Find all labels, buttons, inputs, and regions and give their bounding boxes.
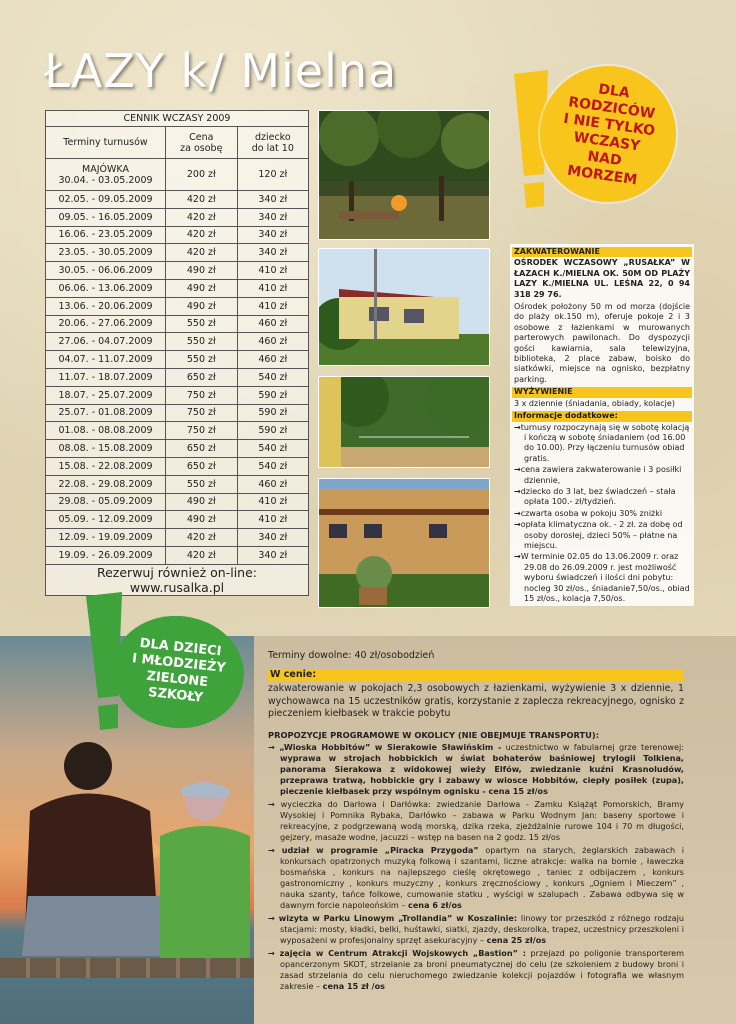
online-booking-link[interactable]: Rezerwuj również on-line: www.rusalka.pl	[46, 564, 309, 595]
table-row	[46, 333, 309, 351]
cell-price: 550 zł	[166, 315, 238, 333]
majowka-child: 120 zł	[237, 159, 308, 191]
cell-term: 12.09. - 19.09.2009	[46, 529, 166, 547]
list-item: → opłata klimatyczna ok. - 2 zł. za dobę od osoby dorosłej, dzieci 50% – płatne na miejscu.	[514, 520, 690, 551]
meals-heading: WYŻYWIENIE	[512, 387, 692, 397]
cell-term: 02.05. - 09.05.2009	[46, 191, 166, 209]
list-item: → dziecko do 3 lat, bez świadczeń – stała opłata 100.- zł/tydzień.	[514, 487, 690, 508]
program-item-bold: udział w programie „Piracka Przygoda”	[281, 845, 479, 855]
cell-term: 29.08. - 05.09.2009	[46, 493, 166, 511]
cell-price: 650 zł	[166, 368, 238, 386]
program-item	[268, 948, 684, 992]
cell-term: 15.08. - 22.08.2009	[46, 457, 166, 475]
cell-child: 410 zł	[237, 262, 308, 280]
badge-parents-text: DLA RODZICÓW I NIE TYLKO WCZASY NAD MORZEM	[562, 81, 657, 189]
cell-price: 750 zł	[166, 422, 238, 440]
cell-child: 540 zł	[237, 457, 308, 475]
cell-child: 340 zł	[237, 208, 308, 226]
cell-price: 490 zł	[166, 279, 238, 297]
table-row	[46, 191, 309, 209]
cell-child: 340 zł	[237, 546, 308, 564]
program-heading: PROPOZYCJE PROGRAMOWE W OKOLICY (NIE OBEJMUJE TRANSPORTU):	[268, 729, 600, 740]
cell-term: 22.08. - 29.08.2009	[46, 475, 166, 493]
cell-child: 460 zł	[237, 475, 308, 493]
cell-price: 550 zł	[166, 351, 238, 369]
photo-pavilion	[318, 248, 490, 366]
school-trips-section	[268, 650, 684, 994]
cell-term: 20.06. - 27.06.2009	[46, 315, 166, 333]
cell-price: 420 zł	[166, 226, 238, 244]
program-item-bold: cena 6 zł/os	[408, 900, 462, 910]
table-row	[46, 297, 309, 315]
cell-child: 410 zł	[237, 297, 308, 315]
cell-term: 23.05. - 30.05.2009	[46, 244, 166, 262]
cell-child: 410 zł	[237, 511, 308, 529]
table-row	[46, 315, 309, 333]
cell-child: 460 zł	[237, 333, 308, 351]
table-row	[46, 493, 309, 511]
majowka-cell	[46, 159, 166, 191]
cell-price: 420 zł	[166, 208, 238, 226]
badge-kids-text: DLA DZIECI I MŁODZIEŻY ZIELONE SZKOŁY	[131, 635, 227, 706]
cell-term: 09.05. - 16.05.2009	[46, 208, 166, 226]
page-title: ŁAZY k/ Mielna	[44, 44, 398, 98]
list-item: → turnusy rozpoczynają się w sobotę kolacją i kończą w sobotę śniadaniem (od 16.00 do 10.00). Przy łączeniu turnusów obiad gratis.	[514, 423, 690, 465]
additional-info-heading: Informacje dodatkowe:	[512, 411, 692, 421]
cell-child: 340 zł	[237, 529, 308, 547]
cell-term: 30.05. - 06.06.2009	[46, 262, 166, 280]
cell-term: 06.06. - 13.06.2009	[46, 279, 166, 297]
program-item	[268, 799, 684, 843]
included-text: zakwaterowanie w pokojach 2,3 osobowych z łazienkami, wyżywienie 3 x dziennie, 1 wychowawca na 15 uczestników gratis, korzystanie z zaplecza rekreacyjnego, ognisko z pieczeniem kiełbasek w trakcie pobytu	[268, 683, 684, 719]
cell-price: 420 zł	[166, 546, 238, 564]
program-item-text: wycieczka do Darłowa i Darłówka: zwiedzanie Darłowa - Zamku Książąt Pomorskich, Bramy Wysokiej i Pomnika Rybaka, Darłówko – zabawa w Parku Wodnym Jan: baseny sportowe i rekreacyjne, z podgrzewaną wodą morską, dzika rzeka, zjeżdżalnie rurowe 104 i 70 m długości, gejzery, masaże wodne, jacuzzi – wstęp na basen na 2 godz. 15 zł/os	[280, 799, 684, 842]
cell-price: 490 zł	[166, 297, 238, 315]
table-row	[46, 422, 309, 440]
cell-child: 460 zł	[237, 315, 308, 333]
info-box	[510, 244, 694, 606]
list-item: → czwarta osoba w pokoju 30% zniżki	[514, 509, 690, 519]
program-item-bold: cena 15 zł /os	[322, 981, 385, 991]
cell-price: 490 zł	[166, 262, 238, 280]
cell-child: 540 zł	[237, 368, 308, 386]
list-item: → cena zawiera zakwaterowanie i 3 posiłki dziennie,	[514, 465, 690, 486]
table-caption: CENNIK WCZASY 2009	[46, 111, 309, 127]
col-header-child: dziecko do lat 10	[237, 127, 308, 159]
cell-price: 750 zł	[166, 386, 238, 404]
cell-price: 550 zł	[166, 475, 238, 493]
cell-price: 420 zł	[166, 244, 238, 262]
cell-price: 420 zł	[166, 191, 238, 209]
cell-term: 11.07. - 18.07.2009	[46, 368, 166, 386]
cell-term: 25.07. - 01.08.2009	[46, 404, 166, 422]
accommodation-heading: ZAKWATEROWANIE	[512, 247, 692, 257]
cell-price: 550 zł	[166, 333, 238, 351]
cell-price: 490 zł	[166, 511, 238, 529]
cell-child: 590 zł	[237, 386, 308, 404]
cell-term: 18.07. - 25.07.2009	[46, 386, 166, 404]
table-row	[46, 262, 309, 280]
cell-child: 410 zł	[237, 493, 308, 511]
table-row	[46, 546, 309, 564]
table-row	[46, 475, 309, 493]
program-item-bold: wyprawa w strojach hobbickich w świat bohaterów baśniowej trylogii Tolkiena, panorama Sierakowa z widokowej wieży Elfów, zwiedzanie kuźni Krasnoludów, przeprawa tratwą, hobbickie gry i zabawy w wiosce Hobbitów, ciepły posiłek (zupa), pieczenie kiełbasek przy wspólnym ognisku - cena 15 zł/os	[280, 753, 684, 796]
program-item-bold: „Wioska Hobbitów” w Sierakowie Sławińskim -	[279, 742, 502, 752]
program-item-text: opartym na starych, żeglarskich zabawach i konkursach opatrzonych muzyką folkową i szantami, liczne atrakcje: walka na bomie , ławeczka bosmańska , konkurs na najlepszego cieślę okrętowego , taniec z odbijaczem , konkurs gastronomiczny , konkurs muzyczny , konkurs zręcznościowy , konkurs „Ogniem i Mieczem” , nauka szanty, tańce folkowe, cumowanie statku , wyścigi w szalupach . Zabawa odbywa się w dawnym forcie napoleońskim –	[280, 845, 685, 910]
table-row	[46, 457, 309, 475]
cell-child: 590 zł	[237, 404, 308, 422]
table-row	[46, 404, 309, 422]
program-item	[268, 742, 684, 797]
photo-volleyball	[318, 376, 490, 468]
cell-child: 540 zł	[237, 440, 308, 458]
cell-price: 420 zł	[166, 529, 238, 547]
program-item-bold: wizyta w Parku Linowym „Trollandia” w Koszalinie:	[278, 913, 518, 923]
photo-campfire	[318, 110, 490, 240]
price-table	[45, 110, 309, 596]
program-item-text: linowy tor przeszkód z różnego rodzaju stacjami: mosty, kładki, belki, huśtawki, siatki, zjazdy, deskorolka, trapez, uczestnicy przeszkoleni i wyposażeni w profesjonalny sprzęt asekuracyjny –	[280, 913, 684, 945]
program-item-bold: cena 25 zł/os	[486, 935, 547, 945]
cell-child: 590 zł	[237, 422, 308, 440]
majowka-label: MAJÓWKA	[82, 163, 129, 175]
cell-term: 27.06. - 04.07.2009	[46, 333, 166, 351]
program-list	[268, 742, 684, 992]
table-row	[46, 386, 309, 404]
table-row	[46, 511, 309, 529]
cell-term: 05.09. - 12.09.2009	[46, 511, 166, 529]
accommodation-address: OŚRODEK WCZASOWY „RUSAŁKA” W ŁAZACH K./MIELNA OK. 50M OD PLAŻY LAZY K./MIELNA UL. LEŚNA 22, 0 94 318 29 76.	[514, 258, 690, 299]
cell-price: 750 zł	[166, 404, 238, 422]
list-item: → W terminie 02.05 do 13.06.2009 r. oraz 29.08 do 26.09.2009 r. jest możliwość wyboru świadczeń i ilości dni pobytu: nocleg 30 zł/os., śniadanie7,50/os., obiad 15 zł/os., kolacja 7,50/os.	[514, 552, 690, 604]
additional-info-list	[514, 423, 690, 605]
cell-child: 340 zł	[237, 226, 308, 244]
flexible-dates-text: Terminy dowolne: 40 zł/osobodzień	[268, 650, 435, 661]
table-row	[46, 208, 309, 226]
cell-term: 19.09. - 26.09.2009	[46, 546, 166, 564]
program-item-bold: zajęcia w Centrum Atrakcji Wojskowych „Bastion” :	[279, 948, 526, 958]
table-row	[46, 244, 309, 262]
program-item-text: uczestnictwo w fabularnej grze terenowej:	[501, 742, 684, 752]
cell-child: 460 zł	[237, 351, 308, 369]
photo-building	[318, 478, 490, 608]
col-header-terms: Terminy turnusów	[46, 127, 166, 159]
cell-child: 340 zł	[237, 191, 308, 209]
program-item	[268, 913, 684, 946]
accommodation-text: Ośrodek położony 50 m od morza (dojście do plaży ok.150 m), oferuje pokoje 2 i 3 osobowe z łazienkami w murowanych parterowych pawilonach. Do dyspozycji gości kawiarnia, sala telewizyjna, biblioteka, 2 place zabaw, boisko do siatkówki, miejsce na ognisko, bezpłatny parking.	[514, 302, 690, 384]
majowka-dates: 30.04. - 03.05.2009	[58, 174, 153, 186]
table-row	[46, 351, 309, 369]
col-header-price: Cena za osobę	[166, 127, 238, 159]
table-row	[46, 279, 309, 297]
majowka-price: 200 zł	[166, 159, 238, 191]
included-heading: W cenie:	[268, 669, 684, 682]
cell-child: 410 zł	[237, 279, 308, 297]
table-row	[46, 368, 309, 386]
cell-term: 16.06. - 23.05.2009	[46, 226, 166, 244]
cell-term: 04.07. - 11.07.2009	[46, 351, 166, 369]
cell-term: 08.08. - 15.08.2009	[46, 440, 166, 458]
cell-price: 650 zł	[166, 440, 238, 458]
program-item-text: przejazd po poligonie transporterem opancerzonym SKOT, strzelanie za broni pneumatycznej do celu (ze szkoleniem z budowy broni i zasad strzelania do celu nieruchomego zwiedzanie kolekcji pojazdów i fotografia we własnym zakresie –	[280, 948, 684, 991]
cell-child: 340 zł	[237, 244, 308, 262]
wooden-deck	[0, 958, 254, 978]
cell-price: 650 zł	[166, 457, 238, 475]
program-item	[268, 845, 684, 911]
cell-price: 490 zł	[166, 493, 238, 511]
cell-term: 13.06. - 20.06.2009	[46, 297, 166, 315]
meals-text: 3 x dziennie (śniadania, obiady, kolacje)	[514, 398, 675, 408]
table-row	[46, 226, 309, 244]
table-row	[46, 529, 309, 547]
table-row	[46, 440, 309, 458]
cell-term: 01.08. - 08.08.2009	[46, 422, 166, 440]
